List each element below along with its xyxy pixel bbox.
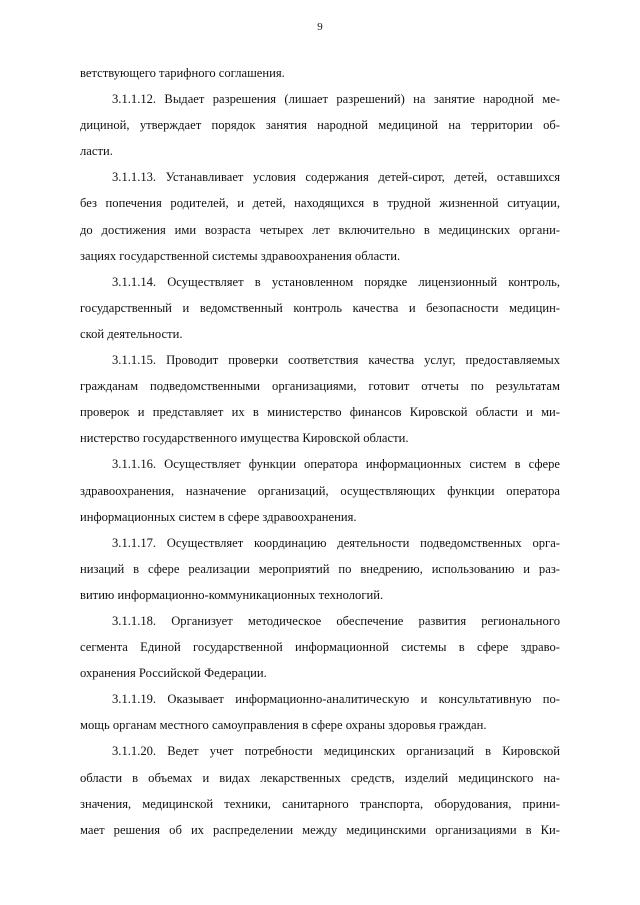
text-line: проверок и представляет их в министерство финансов Кировской области и ми- <box>80 405 560 420</box>
text-line: 3.1.1.16. Осуществляет функции оператора информационных систем в сфере <box>112 457 560 472</box>
paragraph-3-1-1-14 <box>80 269 560 347</box>
text-line: информационных систем в сфере здравоохранения. <box>80 509 357 524</box>
text-line: здравоохранения, назначение организаций, осуществляющих функции оператора <box>80 483 560 498</box>
paragraph-3-1-1-13 <box>80 164 560 268</box>
paragraph-3-1-1-12 <box>80 86 560 164</box>
text-line: значения, медицинской техники, санитарного транспорта, оборудования, прини- <box>80 796 560 811</box>
text-line: 3.1.1.18. Организует методическое обеспечение развития регионального <box>112 613 560 628</box>
text-line: витию информационно-коммуникационных технологий. <box>80 587 384 602</box>
text-line: 3.1.1.19. Оказывает информационно-аналитическую и консультативную по- <box>112 692 560 707</box>
paragraph-continuation <box>80 60 560 86</box>
text-line: дициной, утверждает порядок занятия народной медициной на территории об- <box>80 118 560 133</box>
text-line: охранения Российской Федерации. <box>80 666 267 681</box>
text-line: зациях государственной системы здравоохранения области. <box>80 248 401 263</box>
text-line: 3.1.1.13. Устанавливает условия содержания детей-сирот, детей, оставшихся <box>112 170 560 185</box>
text-line: 3.1.1.17. Осуществляет координацию деятельности подведомственных орга- <box>112 535 560 550</box>
text-line: ветствующего тарифного соглашения. <box>80 66 285 80</box>
text-line: сегмента Единой государственной информационной системы в сфере здраво- <box>80 640 560 655</box>
text-line: ской деятельности. <box>80 326 183 341</box>
page-number: 9 <box>317 21 323 33</box>
paragraph-3-1-1-20 <box>80 738 560 842</box>
text-line: мощь органам местного самоуправления в сфере охраны здоровья граждан. <box>80 718 487 733</box>
text-line: 3.1.1.14. Осуществляет в установленном порядке лицензионный контроль, <box>112 274 560 289</box>
text-line: государственный и ведомственный контроль качества и безопасности медицин- <box>80 300 560 315</box>
text-line: низаций в сфере реализации мероприятий по внедрению, использованию и раз- <box>80 561 560 576</box>
paragraph-3-1-1-17 <box>80 530 560 608</box>
paragraph-3-1-1-19 <box>80 686 560 738</box>
text-line: области в объемах и видах лекарственных средств, изделий медицинского на- <box>80 770 560 785</box>
text-line: без попечения родителей, и детей, находящихся в трудной жизненной ситуации, <box>80 196 560 211</box>
paragraph-3-1-1-18 <box>80 608 560 686</box>
paragraph-3-1-1-16 <box>80 451 560 529</box>
text-line: нистерство государственного имущества Кировской области. <box>80 431 409 446</box>
text-line: 3.1.1.20. Ведет учет потребности медицинских организаций в Кировской <box>112 744 560 759</box>
text-line: мает решения об их распределении между медицинскими организациями в Ки- <box>80 822 560 837</box>
text-line: ласти. <box>80 144 113 159</box>
document-body <box>80 60 560 843</box>
text-line: 3.1.1.15. Проводит проверки соответствия качества услуг, предоставляемых <box>112 353 560 368</box>
text-line: 3.1.1.12. Выдает разрешения (лишает разрешений) на занятие народной ме- <box>112 92 560 107</box>
text-line: до достижения ими возраста четырех лет включительно в медицинских органи- <box>80 222 560 237</box>
text-line: гражданам подведомственными организациями, готовит отчеты по результатам <box>80 379 560 394</box>
paragraph-3-1-1-15 <box>80 347 560 451</box>
